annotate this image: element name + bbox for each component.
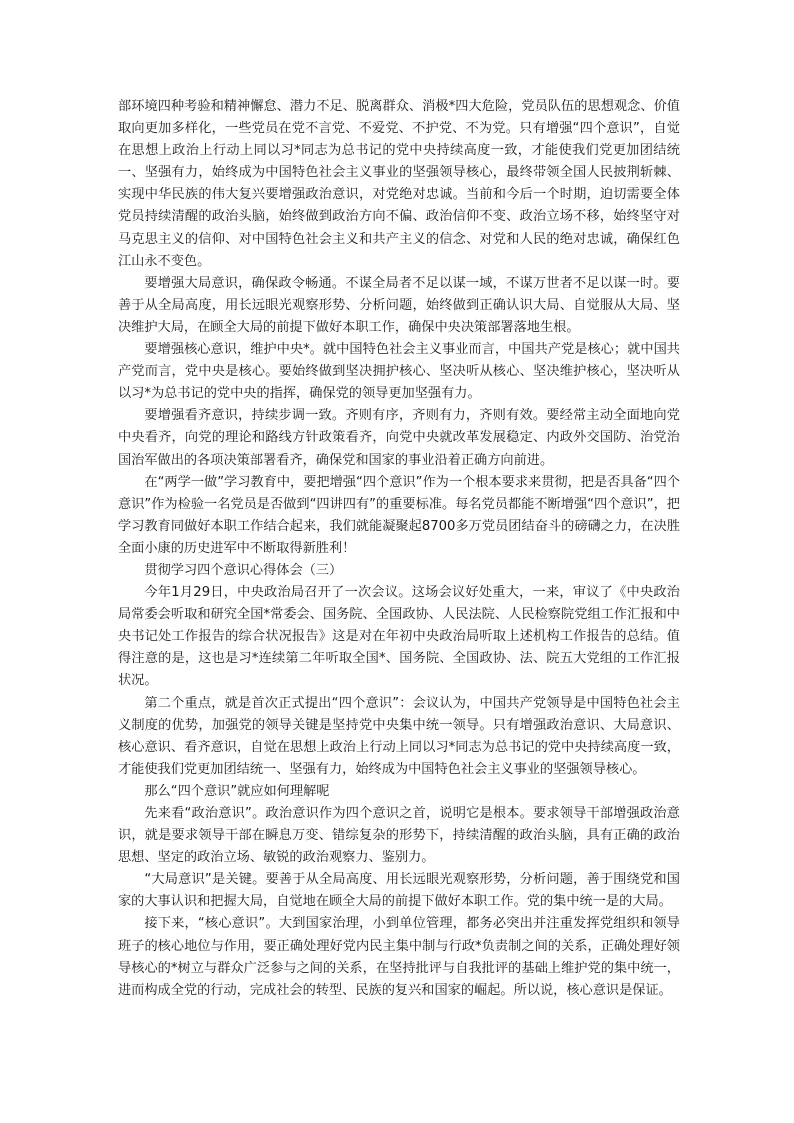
paragraph-big-picture: “大局意识”是关键。要善于从全局高度、用长远眼光观察形势，分析问题，善于围绕党和国家的大事认识和把握大局，自觉地在顾全大局的前提下做好本职工作。党的集中统一是的大局。 [118,872,680,910]
paragraph-core-consciousness: 接下来，“核心意识”。大到国家治理，小到单位管理，都务必突出并注重发挥党组织和领导班子的核心地位与作用，要正确处理好党内民主集中制与行政*负责制之间的关系，正确处理好领导核心的*树立与群众广泛参与之间的关系，在坚持批评与自我批评的基础上维护党的集中统一，进而构成全党的行动，完成社会的转型、民族的复兴和国家的崛起。所以说，核心意识是保证。 [118,916,680,998]
paragraph-question: 那么“四个意识”就应如何理解呢 [144,783,330,799]
paragraph-continuation: 部环境四种考验和精神懈怠、潜力不足、脱离群众、消极*四大危险，党员队伍的思想观念、价值取向更加多样化，一些党员在党不言党、不爱党、不护党、不为党。只有增强“四个意识”，自觉在思想上政治上行动上同以习*同志为总书记的党中央持续高度一致，才能使我们党更加团结统一、坚强有力，始终成为中国特色社会主义事业的坚强领导核心，最终带领全国人民披荆斩棘、实现中华民族的伟大复兴要增强政治意识，对党绝对忠诚。当前和今后一个时期，迫切需要全体党员持续清醒的政治头脑，始终做到政治方向不偏、政治信仰不变、政治立场不移，始终坚守对马克思主义的信仰、对中国特色社会主义和共产主义的信念、对党和人民的绝对忠诚，确保红色江山永不变色。 [118,99,680,269]
paragraph-second-focus: 第二个重点，就是首次正式提出“四个意识”：会议认为，中国共产党领导是中国特色社会主义制度的优势，加强党的领导关键是坚持党中央集中统一领导。只有增强政治意识、大局意识、核心意识、看齐意识，自觉在思想上政治上行动上同以习*同志为总书记的党中央持续高度一致，才能使我们党更加团结统一、坚强有力，始终成为中国特色社会主义事业的坚强领导核心。 [118,695,680,777]
document-body [118,96,680,1002]
section-heading: 贯彻学习四个意识心得体会（三） [144,562,343,578]
paragraph-political-awareness: 先来看“政治意识”。政治意识作为四个意识之首，说明它是根本。要求领导干部增强政治意识，就是要求领导干部在瞬息万变、错综复杂的形势下，持续清醒的政治头脑，具有正确的政治思想、坚定的政治立场、敏锐的政治观察力、鉴别力。 [118,806,680,866]
paragraph-meeting: 今年1月29日，中央政治局召开了一次会议。这场会议好处重大，一来，审议了《中央政治局常委会听取和研究全国*常委会、国务院、全国政协、人民法院、人民检察院党组工作汇报和中央书记处工作报告的综合状况报告》这是对在年初中央政治局听取上述机构工作报告的总结。值得注意的是，这也是习*连续第二年听取全国*、国务院、全国政协、法、院五大党组的工作汇报状况。 [118,585,680,689]
paragraph-alignment-awareness: 要增强看齐意识，持续步调一致。齐则有序，齐则有力，齐则有效。要经常主动全面地向党中央看齐，向党的理论和路线方针政策看齐，向党中央就改革发展稳定、内政外交国防、治党治国治军做出的各项决策部署看齐，确保党和国家的事业沿着正确方向前进。 [118,408,680,468]
paragraph-two-studies: 在“两学一做”学习教育中，要把增强“四个意识”作为一个根本要求来贯彻，把是否具备“四个意识”作为检验一名党员是否做到“四讲四有”的重要标准。每名党员都能不断增强“四个意识”，把学习教育同做好本职工作结合起来，我们就能凝聚起8700多万党员团结奋斗的磅礴之力，在决胜全面小康的历史进军中不断取得新胜利！ [118,474,680,556]
paragraph-core-awareness: 要增强核心意识，维护中央*。就中国特色社会主义事业而言，中国共产党是核心；就中国共产党而言，党中央是核心。要始终做到坚决拥护核心、坚决听从核心、坚决维护核心，坚决听从以习*为总书记的党中央的指挥，确保党的领导更加坚强有力。 [118,342,680,402]
paragraph-overall-awareness: 要增强大局意识，确保政令畅通。不谋全局者不足以谋一域，不谋万世者不足以谋一时。要善于从全局高度，用长远眼光观察形势、分析问题，始终做到正确认识大局、自觉服从大局、坚决维护大局，在顾全大局的前提下做好本职工作，确保中央决策部署落地生根。 [118,275,680,335]
